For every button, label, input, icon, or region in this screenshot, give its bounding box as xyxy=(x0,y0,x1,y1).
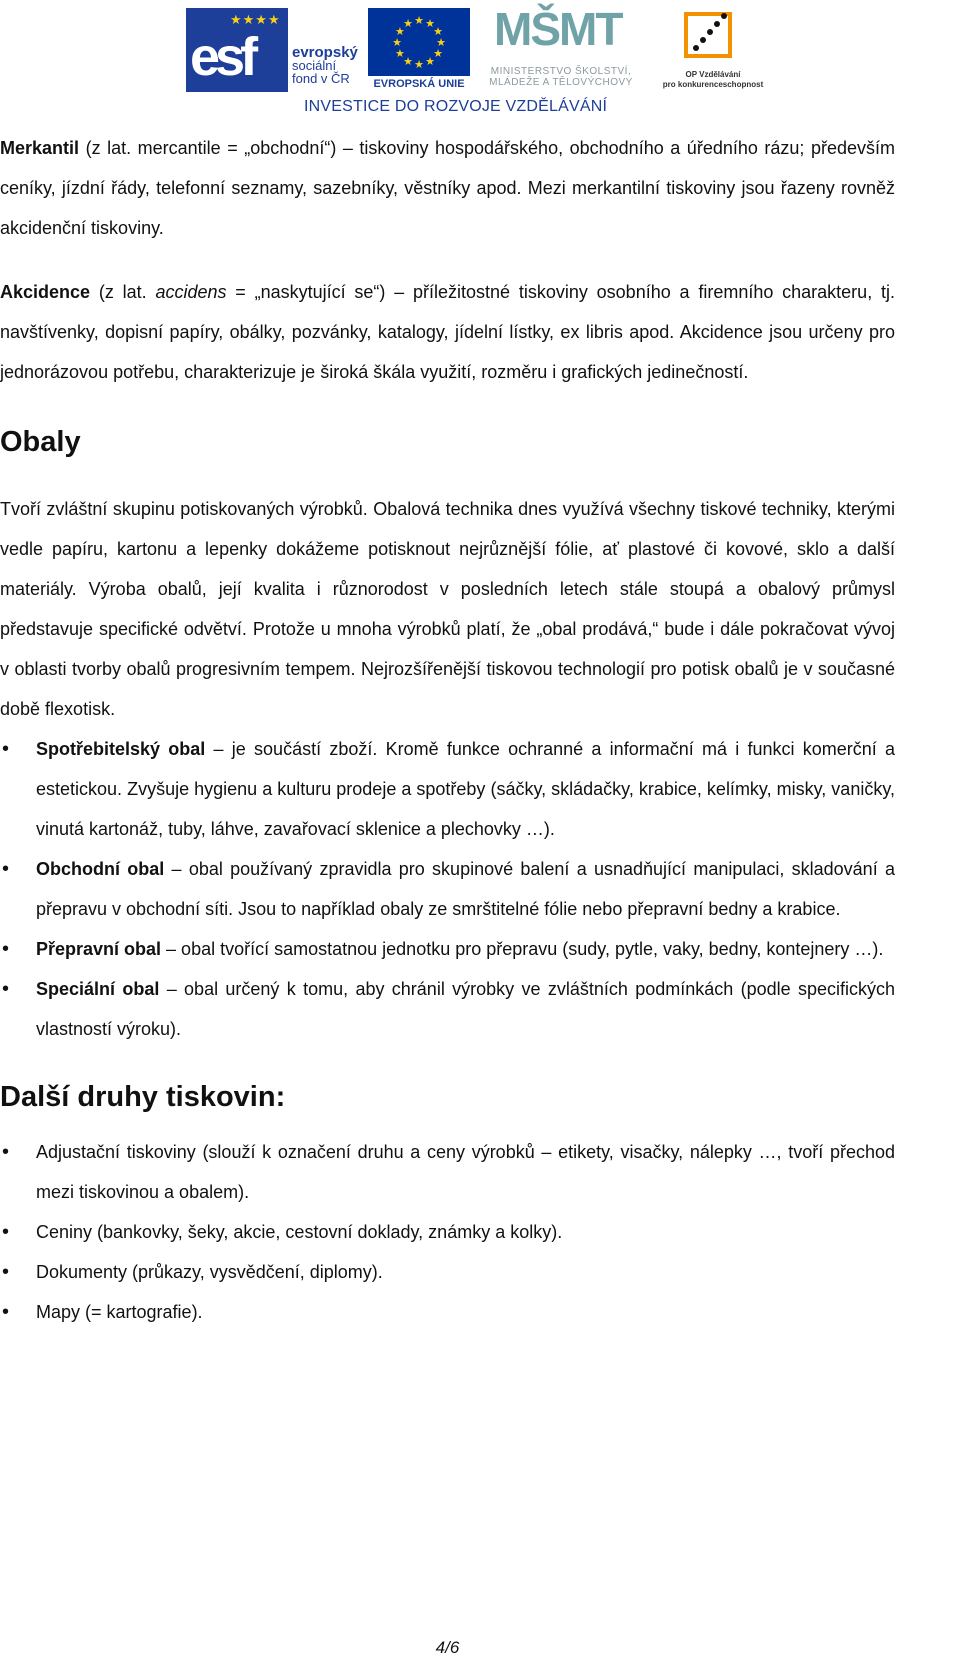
obaly-intro: Tvoří zvláštní skupinu potiskovaných výrobků. Obalová technika dnes využívá všechny tiskové techniky, kterými vedle papíru, kartonu a lepenky dokážeme potisknout nejrůznější fólie, ať plastové či kovové, sklo a další materiály. Výroba obalů, její kvalita i různorodost v posledních letech stále stoupá a obalový průmysl představuje specifické odvětví. Protože u mnoha výrobků platí, že „obal prodává,“ bude i dále pokračovat vývoj v oblasti tvorby obalů progresivním tempem. Nejrozšířenější tiskovou technologií pro potisk obalů je v současné době flexotisk. xyxy=(0,499,895,719)
list-item-text: – je součástí zboží. Kromě funkce ochranné a informační má i funkci komerční a estetickou. Zvyšuje hygienu a kulturu prodeje a spotřeby (sáčky, skládačky, krabice, kelímky, misky, vaničky, vinutá kartonáž, tuby, láhve, zavařovací sklenice a plechovky …). xyxy=(36,739,895,839)
esf-caption xyxy=(292,46,358,85)
list-item: • Ceniny (bankovky, šeky, akcie, cestovní doklady, známky a kolky). xyxy=(0,1212,895,1252)
msmt-logo xyxy=(476,3,646,96)
akcidence-paragraph xyxy=(0,272,895,392)
list-item-text: – obal tvořící samostatnou jednotku pro přepravu (sudy, pytle, vaky, bedny, kontejnery …). xyxy=(161,939,884,959)
opvk-caption-line: OP Vzdělávání xyxy=(685,70,741,79)
eu-flag-icon xyxy=(368,8,470,76)
eu-star-icon: ★ xyxy=(403,17,413,30)
eu-star-icon: ★ xyxy=(425,17,435,30)
msmt-caption-line: MINISTERSTVO ŠKOLSTVÍ, xyxy=(490,66,632,77)
list-item xyxy=(0,729,895,849)
esf-logo-box xyxy=(186,8,288,92)
obaly-heading: Obaly xyxy=(0,426,81,458)
document-body xyxy=(0,128,895,1332)
list-item-text: – obal používaný zpravidla pro skupinové balení a usnadňující manipulaci, skladování a přepravu v obchodní síti. Jsou to například obaly ze smrštitelné fólie nebo přepravní bedny a krabice. xyxy=(36,859,895,919)
list-item-term: Přepravní obal xyxy=(36,939,162,959)
eu-star-icon: ★ xyxy=(436,37,446,49)
eu-star-icon: ★ xyxy=(433,48,443,60)
list-item-term: Spotřebitelský obal xyxy=(36,739,206,759)
list-item: • Adjustační tiskoviny (slouží k označení druhu a ceny výrobků – etikety, visačky, nálepky …, tvoří přechod mezi tiskovinou a obalem). xyxy=(0,1132,895,1212)
merkantil-paragraph xyxy=(0,128,895,248)
akcidence-term: Akcidence xyxy=(0,282,91,302)
invest-tagline: INVESTICE DO ROZVOJE VZDĚLÁVÁNÍ xyxy=(304,98,608,115)
obaly-list xyxy=(0,729,895,1049)
opvk-logo xyxy=(654,6,772,96)
esf-stars-icon: ★★★★ xyxy=(230,12,281,27)
akcidence-text: = „naskytující se“) – příležitostné tiskoviny osobního a firemního charakteru, tj. navštívenky, dopisní papíry, obálky, pozvánky, katalogy, jídelní lístky, ex libris apod. Akcidence jsou určeny pro jednorázovou potřebu, charakterizuje je široká škála využití, rozměru i grafických jedinečností. xyxy=(0,282,895,382)
dalsi-heading: Další druhy tiskovin: xyxy=(0,1081,286,1113)
esf-caption-line: sociální xyxy=(292,58,337,73)
eu-caption: EVROPSKÁ UNIE xyxy=(373,78,465,90)
list-item-term: Obchodní obal xyxy=(36,859,165,879)
opvk-mark-icon xyxy=(678,8,738,62)
eu-star-icon: ★ xyxy=(414,59,424,71)
akcidence-pre: (z lat. xyxy=(90,282,156,302)
list-item xyxy=(0,969,895,1049)
eu-star-icon: ★ xyxy=(414,15,424,27)
eu-star-icon: ★ xyxy=(395,26,405,38)
esf-caption-line: fond v ČR xyxy=(292,71,350,86)
eu-logo xyxy=(368,8,470,94)
msmt-caption-line: MLÁDEŽE A TĚLOVÝCHOVY xyxy=(489,77,633,88)
list-item: • Mapy (= kartografie). xyxy=(0,1292,895,1332)
eu-star-icon: ★ xyxy=(425,56,435,69)
list-item-text: – obal určený k tomu, aby chránil výrobky ve zvláštních podmínkách (podle specifických vlastností výroku). xyxy=(36,979,895,1039)
merkantil-term: Merkantil xyxy=(0,138,80,158)
header-logo-bar xyxy=(186,3,774,124)
eu-star-icon: ★ xyxy=(433,26,443,38)
list-item xyxy=(0,849,895,929)
msmt-mark: MŠMT xyxy=(494,3,622,55)
esf-caption-line: evropský xyxy=(292,44,358,61)
list-item xyxy=(0,929,895,969)
eu-star-icon: ★ xyxy=(392,37,402,49)
akcidence-latin: accidens xyxy=(155,282,227,302)
list-item-term: Speciální obal xyxy=(36,979,160,999)
merkantil-text: (z lat. mercantile = „obchodní“) – tiskoviny hospodářského, obchodního a úředního rázu; především ceníky, jízdní řády, telefonní seznamy, sazebníky, věstníky apod. Mezi merkantilní tiskoviny jsou řazeny rovněž akcidenční tiskoviny. xyxy=(0,138,895,238)
dalsi-list xyxy=(0,1132,895,1332)
esf-logo xyxy=(186,8,366,94)
opvk-caption xyxy=(654,70,772,90)
opvk-caption-line: pro konkurenceschopnost xyxy=(662,80,764,89)
msmt-caption xyxy=(476,66,646,88)
esf-logo-text: esf xyxy=(190,27,254,87)
list-item: • Dokumenty (průkazy, vysvědčení, diplomy). xyxy=(0,1252,895,1292)
eu-star-icon: ★ xyxy=(395,48,405,60)
eu-star-icon: ★ xyxy=(403,56,413,69)
page-number: 4/6 xyxy=(435,1638,460,1657)
